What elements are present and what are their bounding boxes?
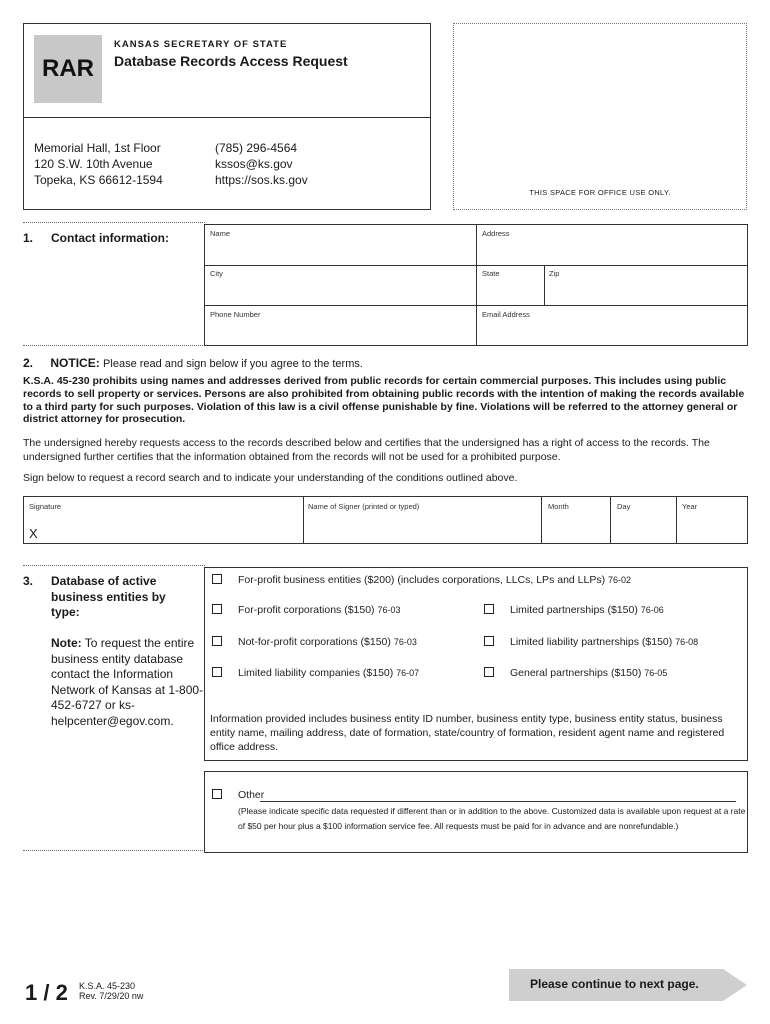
database-note <box>51 636 211 729</box>
option-limited-partnerships <box>510 604 664 616</box>
option-general-partnerships <box>510 667 667 679</box>
section-title: Contact information: <box>51 231 169 245</box>
address-field[interactable] <box>477 240 745 264</box>
logo-text: RAR <box>42 55 94 82</box>
checkbox-forprofit-corporations[interactable] <box>212 604 222 614</box>
checkbox-llc[interactable] <box>212 667 222 677</box>
option-label: Not-for-profit corporations ($150) <box>238 636 391 648</box>
option-label: For-profit business entities ($200) (includes corporations, LLCs, LPs and LLPs) <box>238 574 606 586</box>
revision-text: Rev. 7/29/20 nw <box>79 991 144 1001</box>
name-field[interactable] <box>205 240 475 264</box>
option-llc <box>238 667 419 679</box>
section-number: 1. <box>23 231 34 245</box>
agency-name: KANSAS SECRETARY OF STATE <box>114 39 288 50</box>
option-label: Limited liability partnerships ($150) <box>510 636 673 648</box>
option-code: 76-03 <box>377 605 401 615</box>
email-field[interactable] <box>477 321 745 345</box>
rar-logo <box>34 35 102 103</box>
continue-text: Please continue to next page. <box>530 977 699 991</box>
office-contact <box>215 140 308 188</box>
website-link[interactable]: https://sos.ks.gov <box>215 173 308 187</box>
divider <box>23 565 205 566</box>
prohibition-notice: K.S.A. 45-230 prohibits using names and addresses derived from public records for certain commercial purposes. This includes using public records to sell property or services. Persons are also prohibited from obtaining public records with the intention of making the records available to a third party for such purposes. Violation of this law is a civil offense punishable by fine. Violations will be referred to the attorney general or district attorney for prosecution. <box>23 375 745 426</box>
address-line: Memorial Hall, 1st Floor <box>34 141 161 155</box>
option-label: Limited partnerships ($150) <box>510 604 638 616</box>
divider <box>23 850 205 851</box>
certification-text: The undersigned hereby requests access to the records described below and certifies that the undersigned has a right of access to the records. The undersigned further certifies that the information obtained from the records will not be used for a prohibited purpose. <box>23 437 710 463</box>
signature-label: Signature <box>29 502 62 511</box>
address-line: 120 S.W. 10th Avenue <box>34 157 153 171</box>
email-field-label: Email Address <box>482 310 530 319</box>
signature-field[interactable] <box>24 513 302 543</box>
month-field[interactable] <box>541 513 608 543</box>
day-label: Day <box>617 502 631 511</box>
option-code: 76-06 <box>640 605 664 615</box>
address-field-label: Address <box>482 229 510 238</box>
zip-field[interactable] <box>545 280 745 304</box>
checkbox-limited-partnerships[interactable] <box>484 604 494 614</box>
continue-banner <box>509 969 747 1001</box>
zip-field-label: Zip <box>549 269 560 278</box>
checkbox-llp[interactable] <box>484 636 494 646</box>
option-code: 76-02 <box>608 575 632 585</box>
statute-text: K.S.A. 45-230 <box>79 981 136 991</box>
section-title: Database of active business entities by type: <box>51 574 166 619</box>
state-field[interactable] <box>477 280 543 304</box>
option-code: 76-03 <box>393 637 417 647</box>
sign-instructions: Sign below to request a record search and to indicate your understanding of the conditions outlined above. <box>23 472 518 484</box>
section-number: 3. <box>23 574 34 588</box>
state-field-label: State <box>482 269 500 278</box>
other-input[interactable] <box>260 788 736 802</box>
year-field[interactable] <box>676 513 746 543</box>
option-forprofit-entities <box>238 574 631 586</box>
checkbox-notforprofit-corporations[interactable] <box>212 636 222 646</box>
address-line: Topeka, KS 66612-1594 <box>34 173 163 187</box>
name-field-label: Name <box>210 229 231 238</box>
signature-x-mark: X <box>29 526 38 541</box>
statute-reference <box>79 981 143 1001</box>
option-llp <box>510 636 698 648</box>
office-address <box>34 140 163 188</box>
month-label: Month <box>548 502 569 511</box>
phone-field[interactable] <box>205 321 475 345</box>
page-number: 1 / 2 <box>25 980 68 1005</box>
option-label: Limited liability companies ($150) <box>238 667 394 679</box>
notice-heading <box>23 356 363 370</box>
notice-label: NOTICE: <box>50 356 100 370</box>
divider <box>23 345 205 346</box>
option-notforprofit-corporations <box>238 636 417 648</box>
checkbox-forprofit-entities[interactable] <box>212 574 222 584</box>
year-label: Year <box>682 502 698 511</box>
option-code: 76-07 <box>396 668 420 678</box>
phone-number: (785) 296-4564 <box>215 141 298 155</box>
city-field[interactable] <box>205 280 475 304</box>
phone-field-label: Phone Number <box>210 310 261 319</box>
city-field-label: City <box>210 269 223 278</box>
option-label: For-profit corporations ($150) <box>238 604 375 616</box>
checkbox-general-partnerships[interactable] <box>484 667 494 677</box>
note-text: To request the entire business entity database contact the Information Network of Kansas at 1-800-452-6727 or ks-helpcenter@egov.com. <box>51 636 204 728</box>
option-forprofit-corporations <box>238 604 401 616</box>
office-use-area <box>453 23 747 210</box>
option-code: 76-05 <box>644 668 668 678</box>
day-field[interactable] <box>610 513 675 543</box>
signer-name-label: Name of Signer (printed or typed) <box>308 502 420 511</box>
note-label: Note: <box>51 636 82 650</box>
option-label: General partnerships ($150) <box>510 667 642 679</box>
email-link[interactable]: kssos@ks.gov <box>215 157 293 171</box>
notice-text: Please read and sign below if you agree to the terms. <box>103 358 363 370</box>
other-label: Other <box>238 789 265 801</box>
section-number: 2. <box>23 356 34 370</box>
other-note: (Please indicate specific data requested if different than or in addition to the above. Customized data is available upon request at a rate of $50 per hour plus a $100 information service fee. All requests must be paid for in advance and are nonrefundable.) <box>238 806 746 831</box>
form-title: Database Records Access Request <box>114 53 348 69</box>
info-provided-text: Information provided includes business entity ID number, business entity type, business entity status, business entity name, mailing address, date of formation, state/country of formation, resident agent name and registered office address. <box>210 713 725 753</box>
option-code: 76-08 <box>675 637 699 647</box>
divider <box>23 222 205 223</box>
office-use-label: THIS SPACE FOR OFFICE USE ONLY. <box>529 188 671 197</box>
signer-name-field[interactable] <box>303 513 539 543</box>
checkbox-other[interactable] <box>212 789 222 799</box>
